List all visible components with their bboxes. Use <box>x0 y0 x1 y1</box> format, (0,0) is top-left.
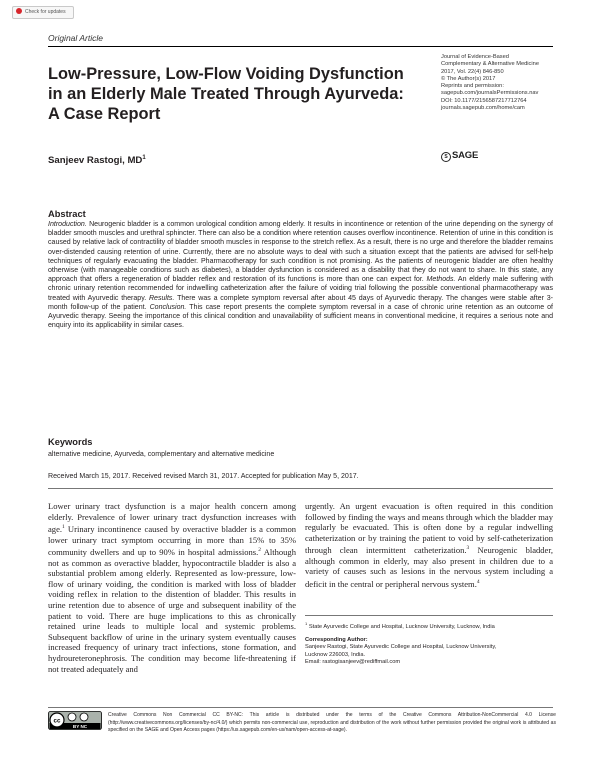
sage-logo-mark: S <box>441 152 451 162</box>
license-rule <box>48 707 553 708</box>
author-name: Sanjeev Rastogi, $MD^1$ <box>48 155 146 167</box>
journal-home-link[interactable]: journals.sagepub.com/home/cam <box>441 105 525 112</box>
sage-logo: S SAGE <box>441 150 478 162</box>
license-text: Creative Commons Non Commercial CC BY-NC: This article is distributed under the terms of the Creative Commons Attribution-NonCommercial 4.0 License (http://www.creativecommons.org/licenses/by-nc/4.0/) which permits non-commercial use, reproduction and distribution of the work without further permission provided the original work is attributed as specified on the SAGE and Open Access pages (https://us.sagepub.com/en-us/nam/open-access-at-sage). <box>108 712 556 734</box>
article-dates: Received March 15, 2017. Received revised March 31, 2017. Accepted for publication May 5, 2017. <box>48 473 359 480</box>
journal-meta <box>441 54 571 112</box>
section-rule <box>48 488 553 489</box>
ref-link[interactable]: 3 <box>466 545 470 552</box>
corresponding-address-1: Sanjeev Rastogi, State Ayurvedic College and Hospital, Lucknow University, <box>305 644 497 651</box>
affiliation-footnote: $^1$ State Ayurvedic College and Hospital, Lucknow University, Lucknow, India <box>305 621 495 630</box>
ref-link[interactable]: 1 <box>62 524 65 531</box>
updates-icon <box>16 8 22 14</box>
journal-name-line-1: Journal of Evidence-Based <box>441 54 509 60</box>
corresponding-heading: Corresponding Author: <box>305 637 368 643</box>
corresponding-address-2: Lucknow 226003, India. <box>305 651 366 658</box>
body-column-right: urgently. An urgent evacuation is often required in this condition followed by finding the ways and means through which the bladder may regularly be evacuated. This is often done by a regular indwelling catheterization or by training the patient to void by self-catheterization through clean intermittent catheterization.$^3$ Neurogenic bladder, although common in elderly, may also present in children due to a variety of causes such as lesions in the nervous system including a deficit in the central or peripheral nervous system.$^4$ <box>305 501 553 589</box>
cc-by-nc-icon <box>48 711 102 730</box>
abstract-heading: Abstract <box>48 209 86 219</box>
keywords-heading: Keywords <box>48 437 93 447</box>
corresponding-author <box>305 637 555 667</box>
article-title: Low-Pressure, Low-Flow Voiding Dysfunction in an Elderly Male Treated Through Ayurveda: A Case Report <box>48 65 404 123</box>
reprints-label: Reprints and permission: <box>441 83 504 90</box>
cc-logo-label: BY NC <box>72 724 88 729</box>
journal-volume: 2017, Vol. 22(4) 846-850 <box>441 68 504 75</box>
corresponding-email[interactable]: Email: rastogisanjeev@rediffmail.com <box>305 659 401 666</box>
ref-link[interactable]: 2 <box>258 547 261 554</box>
header-rule <box>48 46 553 47</box>
journal-name-line-2: Complementary & Alternative Medicine <box>441 61 539 68</box>
abstract-text: Introduction. Neurogenic bladder is a common urological condition among elderly. It results in incontinence or retention of the urine depending on the synergy of bladder smooth muscles and urethral sphincter. There can also be a condition where retention causes overflow incontinence. Retention of urine in this condition is caused by relative lack of contractility of bladder smooth muscles in response to the stretch reflex. As a result, there is no urge and therefore the bladder remains over-distended causing retention of urine. Currently, there are no absolute ways to deal with such a situation except that the patients are advised for self-help techniques of regularly evacuating the bladder. Pharmacotherapy for such condition is not promising. As the patients of neurogenic bladder are often healthy otherwise (with manageable conditions such as diabetes), a bladder dysfunction is considered as a disability that they do not want to share. In this state, any approach that offers a regeneration of bladder reflex and restoration of its functions is more than one can expect for. Methods. An elderly male suffering with chronic urinary retention recommended for indwelling catheterization after the failure of voiding trial following the possible conventional pharmacotherapy was treated with Ayurvedic therapy. Results. There was a complete symptom reversal after about 45 days of Ayurvedic therapy. The changes were stable after 3-month follow-up of the patient. Conclusion. This case report presents the complete symptom reversal in a case of chronic urine retention as an outcome of Ayurvedic therapy. Seeing the importance of this clinical condition and unavailability of sufficient means in conventional medicine, it requires a serious note and enquiry into its applicability in similar cases. <box>48 221 553 330</box>
permissions-link[interactable]: sagepub.com/journalsPermissions.nav <box>441 90 539 97</box>
keywords-list: alternative medicine, Ayurveda, complementary and alternative medicine <box>48 451 275 458</box>
doi-link[interactable]: DOI: 10.1177/2156587217712764 <box>441 97 527 104</box>
footnote-rule <box>305 615 553 616</box>
cc-logo-text: cc <box>53 717 61 725</box>
body-column-left: Lower urinary tract dysfunction is a major health concern among elderly. Prevalence of lower urinary tract dysfunction increases with age.$^1$ Urinary incontinence caused by overactive bladder is a common lower urinary tract symptom occurring in more than 15% to 35% community dwellers and up to 90% in hospital admissions.$^2$ Although not as common as overactive bladder, hypocontractile bladder is also a substantial problem among elderly. Represented as low-pressure, low-flow of urinary voiding, the condition is marked with loss of bladder voiding reflex in relation to the distention of bladder. This results in urine retention due to absence of urge and subsequent inability of the patient to void. There are huge implications to this as chronically retained urine leads to multiple local and systemic problems. Subsequent backflow of urine in the urinary system eventually causes increased frequency of urinary tract infections, stone formation, and hydroureteronephrosis. The condition may become life-threatening if not treated adequately and <box>48 501 296 674</box>
check-for-updates-badge[interactable]: Check for updates <box>12 6 74 19</box>
ref-link[interactable]: 4 <box>476 579 480 585</box>
copyright: © The Author(s) 2017 <box>441 75 496 82</box>
article-type: Original Article <box>48 33 103 43</box>
